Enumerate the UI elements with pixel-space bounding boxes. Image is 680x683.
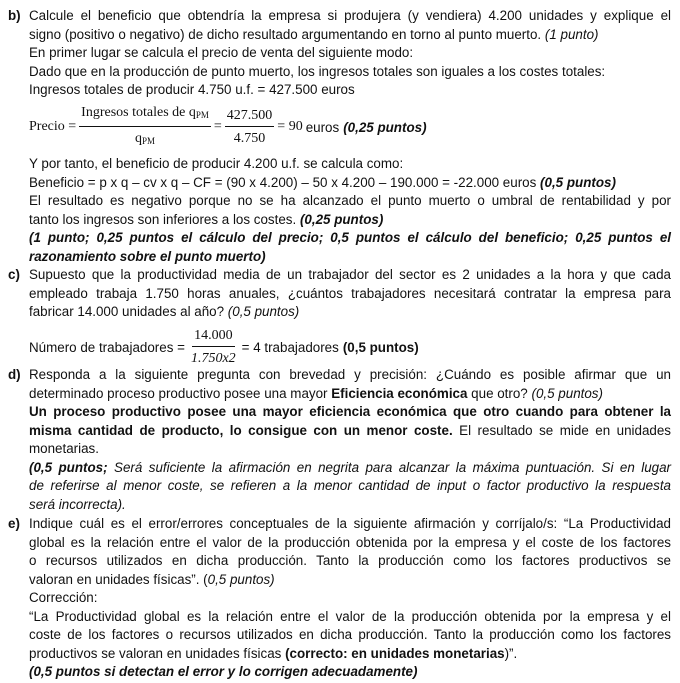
answer-b-line-8: El resultado es negativo porque no se ha alcanzado el punto muerto o umbral de rentabilidad y por (29, 193, 671, 208)
answer-d-line-1: Un proceso productivo posee una mayor eficiencia económica que otro cuando para obtener la (29, 404, 671, 419)
answer-d-line-2: misma cantidad de producto, lo consigue con un menor coste. El resultado se mide en unidades (29, 422, 671, 438)
section-d-label: d) (8, 367, 21, 382)
price-formula: Precio = $\frac{Ingresos totales de q_{PM}}{q_{PM}}$ = $\frac{427.500}{4.750}$ = 90 euros (0,25 puntos) (29, 104, 427, 150)
question-d-line-1: Responda a la siguiente pregunta con brevedad y precisión: ¿Cuándo es posible afirmar que un (29, 367, 671, 382)
section-b-label: b) (8, 8, 21, 23)
question-b-line-1: Calcule el beneficio que obtendría la empresa si produjera (y vendiera) 4.200 unidades y explique el (29, 8, 671, 23)
question-c-line-3: fabricar 14.000 unidades al año? (0,5 puntos) (29, 304, 300, 319)
formula-result: = 90 (277, 119, 303, 134)
grading-note-d-line-3: será incorrecta). (29, 496, 126, 512)
question-e-line-4: valoran en unidades físicas”. (0,5 puntos) (29, 571, 275, 587)
grading-note-b-line-1: (1 punto; 0,25 puntos el cálculo del precio; 0,5 puntos el cálculo del beneficio; 0,25 puntos el (29, 230, 671, 245)
answer-b-line-9: tanto los ingresos son inferiores a los costes. (0,25 puntos) (29, 211, 384, 227)
correction-line-3: productivos se valoran en unidades físicas (correcto: en unidades monetarias)”. (29, 645, 518, 661)
formula-lhs: Número de trabajadores = (29, 339, 185, 355)
grading-note-b-line-2: razonamiento sobre el punto muerto) (29, 248, 266, 264)
answer-b-line-3: En primer lugar se calcula el precio de venta del siguiente modo: (29, 45, 414, 60)
fraction-revenue-over-quantity: $\frac{Ingresos totales de q_{PM}}{q_{PM}}$ (81, 105, 209, 146)
question-e-line-2: global es la relación entre el valor de la producción obtenida por la empresa y el coste de los factores (29, 534, 671, 550)
points-note: (0,5 puntos) (342, 339, 419, 355)
answer-b-line-4: Dado que en la producción de punto muerto, los ingresos totales son iguales a los costes totales: (29, 63, 606, 79)
workers-formula (29, 327, 419, 367)
formula-result: = 4 trabajadores (241, 339, 339, 355)
question-c-line-2: empleado trabaja 1.750 horas anuales, ¿cuántos trabajadores necesitará contratar la empresa para (29, 285, 671, 301)
question-b-line-2: signo (positivo o negativo) de dicho resultado argumentando en torno al punto muerto. (1 punto) (29, 26, 599, 42)
formula-lhs: Precio = (29, 119, 77, 134)
answer-b-line-6: Y por tanto, el beneficio de producir 4.200 u.f. se calcula como: (29, 156, 404, 171)
answer-b-line-5: Ingresos totales de producir 4.750 u.f. = 427.500 euros (29, 82, 355, 97)
section-e-label: e) (8, 516, 20, 531)
section-c-label: c) (8, 267, 20, 282)
fraction-workers: $\frac{14.000}{1.750x2}$ (190, 328, 236, 366)
grading-note-d-line-2: de referirse al menor coste, se refieren a la menor cantidad de input o factor productivo la respuesta (29, 478, 671, 493)
grading-note-d-line-1: (0,5 puntos; Será suficiente la afirmación en negrita para alcanzar la máxima puntuación. Si en lugar (29, 459, 671, 475)
points-note: (1 punto) (544, 26, 599, 42)
answer-d-line-3: monetarias. (29, 441, 99, 456)
question-c-line-1: Supuesto que la productividad media de un trabajador del sector es 2 unidades a la hora y que cada (29, 267, 671, 282)
correction-line-2: coste de los factores o recursos utilizados en dicha producción. Tanto la producción como los factores (29, 627, 671, 642)
correction-label: Corrección: (29, 590, 98, 605)
fraction-numeric: $\frac{427.500}{4.750}$ (226, 108, 273, 146)
question-d-line-2: determinado proceso productivo posee una mayor Eficiencia económica que otro? (0,5 puntos) (29, 385, 603, 401)
question-e-line-1: Indique cuál es el error/errores conceptuales de la siguiente afirmación y corríjalo/s: “La Productividad (29, 516, 671, 531)
grading-note-e: (0,5 puntos si detectan el error y lo corrigen adecuadamente) (29, 664, 418, 679)
question-e-line-3: o recursos utilizados en dicha producción. Tanto la producción como los factores productivos se (29, 553, 671, 568)
answer-b-line-7: Beneficio = p x q – cv x q – CF = (90 x 4.200) – 50 x 4.200 – 190.000 = -22.000 euros (0,5 puntos) (29, 174, 616, 190)
correction-line-1: “La Productividad global es la relación entre el valor de la producción obtenida por la empresa y el (29, 608, 671, 624)
points-note: (0,25 puntos) (343, 119, 427, 135)
